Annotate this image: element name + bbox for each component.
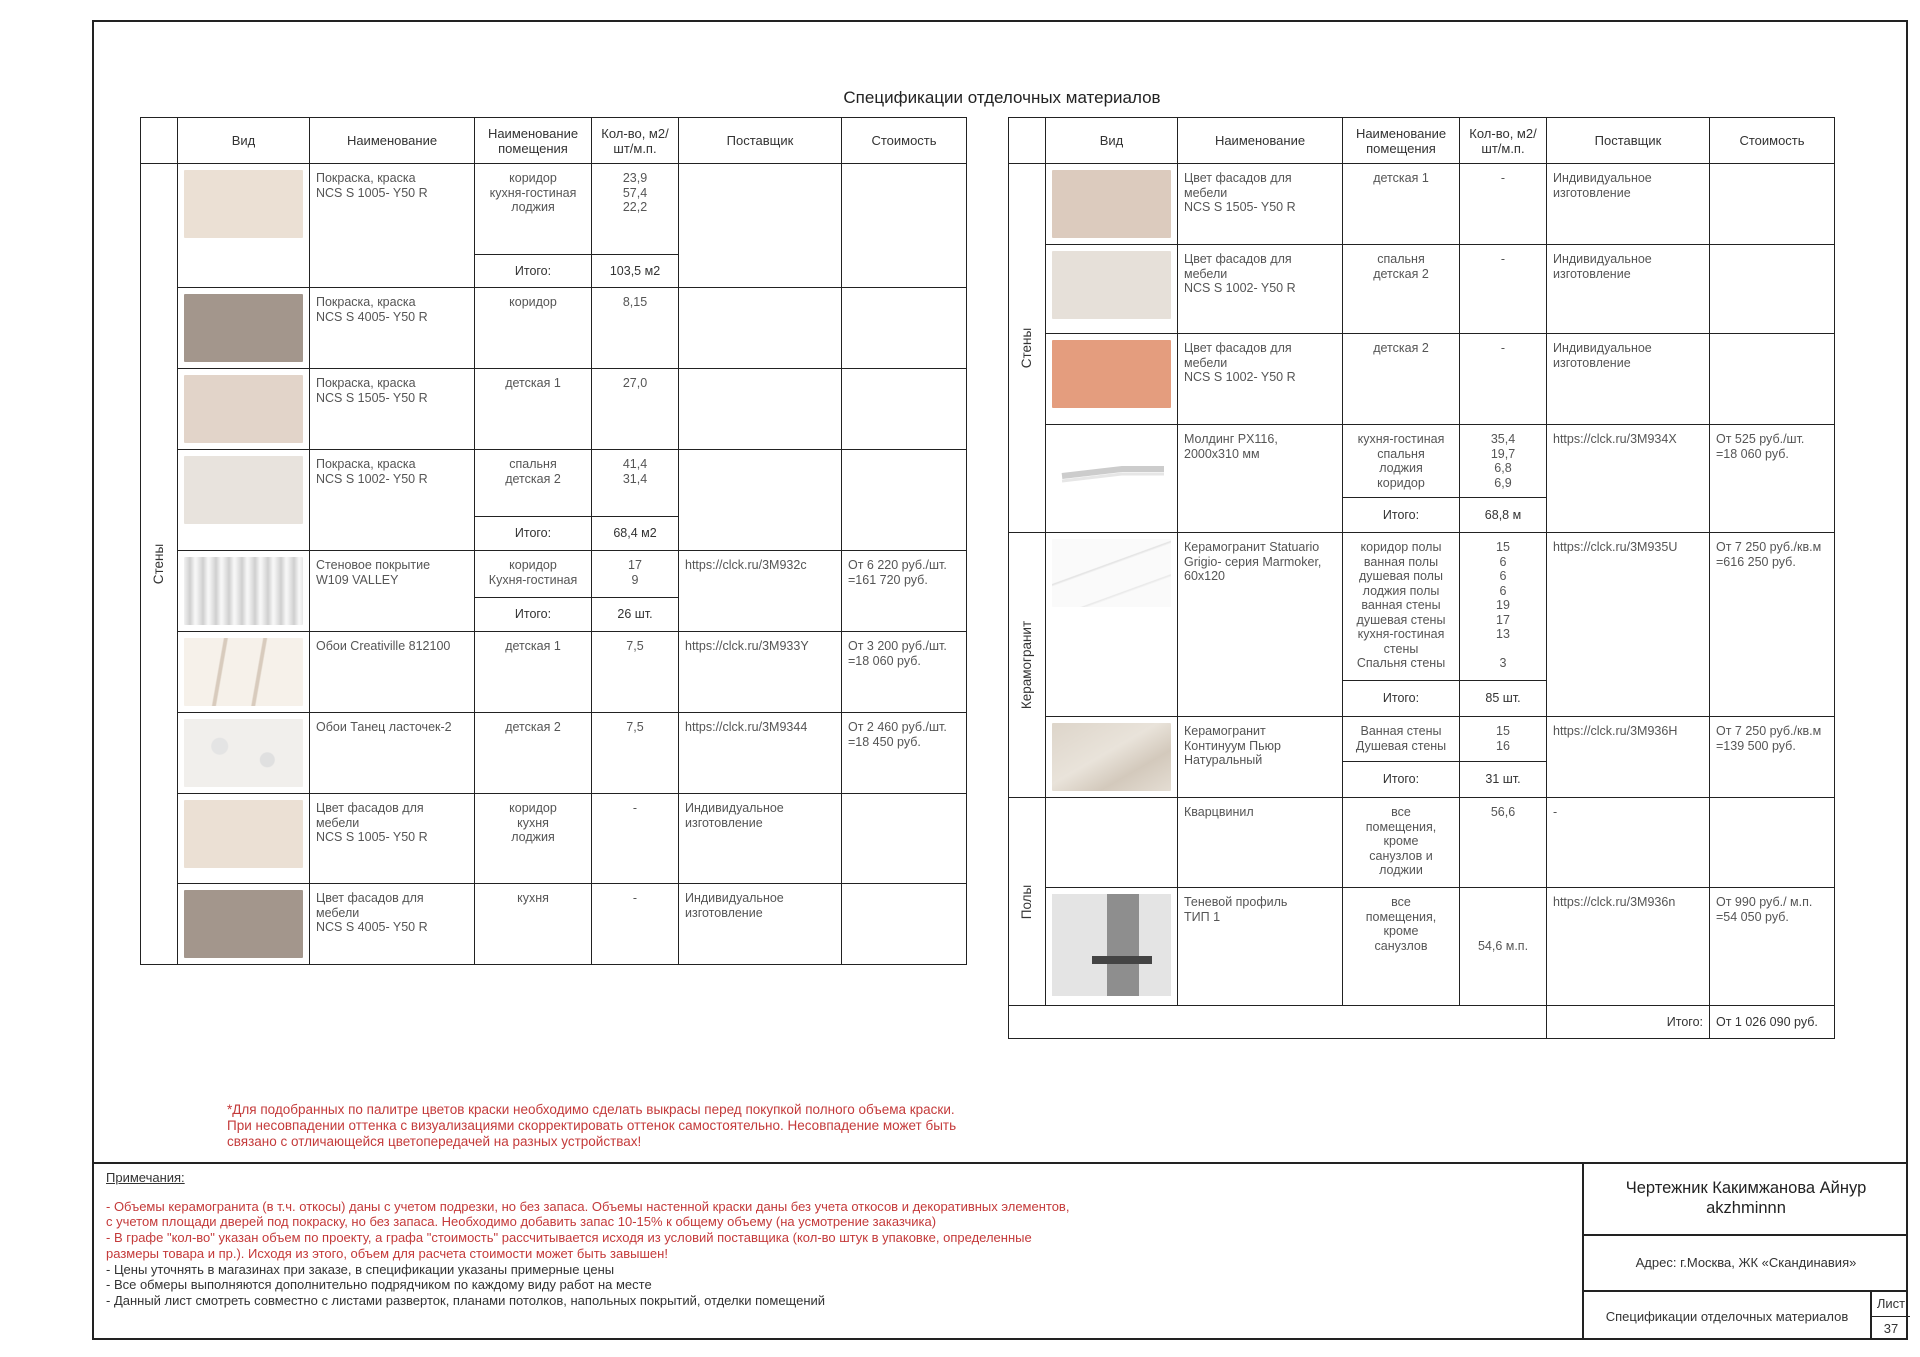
swatch-cell: [1046, 425, 1178, 533]
table-row: [141, 632, 967, 713]
stamp-sheet-cell: [1870, 1292, 1910, 1340]
total-value: 26 шт.: [592, 598, 679, 632]
header-blank: [1009, 118, 1046, 164]
item-name: Покраска, краска NCS S 1005- Y50 R: [310, 164, 475, 288]
item-supplier: -: [1547, 798, 1710, 888]
swatch-cell: [178, 884, 310, 965]
item-name: Цвет фасадов для мебели NCS S 1002- Y50 R: [1178, 245, 1343, 334]
item-cost: От 6 220 руб./шт. =161 720 руб.: [842, 551, 967, 632]
moulding-image: [1052, 431, 1171, 511]
grand-total-row: [1009, 1006, 1835, 1039]
swatch-cell: [178, 450, 310, 551]
item-room: коридор кухня лоджия: [475, 794, 592, 884]
item-cost: [842, 794, 967, 884]
total-label: Итого:: [475, 255, 592, 288]
item-name: Обои Creativille 812100: [310, 632, 475, 713]
item-qty: 54,6 м.п.: [1460, 888, 1547, 1006]
item-qty: 35,4 19,7 6,8 6,9: [1460, 425, 1547, 498]
item-qty: 8,15: [592, 288, 679, 369]
item-cost: От 2 460 руб./шт. =18 450 руб.: [842, 713, 967, 794]
notes-black: - Цены уточнять в магазинах при заказе, в спецификации указаны примерные цены - Все обмеры выполняются дополнительно подрядчиком по каждому виду работ на месте - Данный лист смотреть совместно с листами разверток, планами потолков, напольных покрытий, отделки помещений: [106, 1261, 826, 1308]
item-supplier: Индивидуальное изготовление: [679, 884, 842, 965]
item-supplier: [679, 369, 842, 450]
header-vid: Вид: [1046, 118, 1178, 164]
item-qty: 7,5: [592, 713, 679, 794]
swatch-cell: [1046, 164, 1178, 245]
item-qty: 56,6: [1460, 798, 1547, 888]
stamp-sheet-label: Лист: [1872, 1292, 1910, 1317]
item-qty: 15 6 6 6 19 17 13 3: [1460, 533, 1547, 681]
stamp-nick: akzhminnn: [1706, 1199, 1786, 1217]
item-cost: От 7 250 руб./кв.м =139 500 руб.: [1710, 717, 1835, 798]
stamp-author: Чертежник Какимжанова Айнур: [1625, 1179, 1867, 1197]
item-name: Теневой профиль ТИП 1: [1178, 888, 1343, 1006]
table-row: [141, 369, 967, 450]
paint-swatch-ncs-1002: [184, 456, 303, 524]
item-supplier: https://clck.ru/3M936H: [1547, 717, 1710, 798]
header-name: Наименование: [1178, 118, 1343, 164]
title-block: [1582, 1162, 1908, 1340]
item-cost: [842, 450, 967, 551]
item-supplier: [679, 288, 842, 369]
paint-swatch-ncs-1505: [184, 375, 303, 443]
table-row: [1009, 798, 1835, 888]
item-room: Ванная стены Душевая стены: [1343, 717, 1460, 762]
item-cost: От 990 руб./ м.п. =54 050 руб.: [1710, 888, 1835, 1006]
item-cost: [842, 884, 967, 965]
facade-swatch-peach: [1052, 340, 1171, 408]
marble-continuum-image: [1052, 723, 1171, 791]
stamp-sheet-number: 37: [1883, 1321, 1899, 1336]
total-label: Итого:: [1343, 762, 1460, 798]
item-room: все помещения, кроме санузлов: [1343, 888, 1460, 1006]
section-walls-label: Стены: [141, 164, 178, 965]
grand-total-spacer: [1009, 1006, 1547, 1039]
total-label: Итого:: [1343, 681, 1460, 717]
swatch-cell: [178, 551, 310, 632]
grand-total-value: От 1 026 090 руб.: [1710, 1006, 1835, 1039]
item-room: кухня-гостиная спальня лоджия коридор: [1343, 425, 1460, 498]
swatch-cell: [178, 288, 310, 369]
table-row: [1009, 245, 1835, 334]
item-qty: 7,5: [592, 632, 679, 713]
table-header-row: [1009, 118, 1835, 164]
paint-swatch-ncs-1005: [184, 170, 303, 238]
item-name: Цвет фасадов для мебели NCS S 1005- Y50 R: [310, 794, 475, 884]
swatch-cell: [178, 164, 310, 288]
marble-statuario-image: [1052, 539, 1171, 607]
item-room: детская 1: [1343, 164, 1460, 245]
item-supplier: https://clck.ru/3M9344: [679, 713, 842, 794]
item-room: детская 1: [475, 369, 592, 450]
item-name: Покраска, краска NCS S 1002- Y50 R: [310, 450, 475, 551]
grand-total-label: Итого:: [1547, 1006, 1710, 1039]
total-label: Итого:: [1343, 498, 1460, 533]
item-supplier: [679, 164, 842, 288]
stamp-sheet-title: Спецификации отделочных материалов: [1605, 1308, 1849, 1324]
header-name: Наименование: [310, 118, 475, 164]
wallpaper-creativille-image: [184, 638, 303, 706]
table-row: [1009, 334, 1835, 425]
table-row: [141, 288, 967, 369]
item-supplier: https://clck.ru/3M933Y: [679, 632, 842, 713]
item-supplier: https://clck.ru/3M935U: [1547, 533, 1710, 717]
facade-swatch-ncs-1005: [184, 800, 303, 868]
swatch-cell-empty: [1046, 798, 1178, 888]
item-room: коридор: [475, 288, 592, 369]
section-floors-label: Полы: [1009, 798, 1046, 1006]
item-qty: 41,4 31,4: [592, 450, 679, 517]
item-name: Цвет фасадов для мебели NCS S 4005- Y50 R: [310, 884, 475, 965]
item-cost: От 3 200 руб./шт. =18 060 руб.: [842, 632, 967, 713]
swatch-cell: [1046, 334, 1178, 425]
item-name: Кварцвинил: [1178, 798, 1343, 888]
item-qty: -: [1460, 164, 1547, 245]
item-supplier: https://clck.ru/3M932c: [679, 551, 842, 632]
swatch-cell: [178, 713, 310, 794]
item-cost: [1710, 164, 1835, 245]
total-value: 31 шт.: [1460, 762, 1547, 798]
item-name: Покраска, краска NCS S 1505- Y50 R: [310, 369, 475, 450]
item-cost: От 525 руб./шт. =18 060 руб.: [1710, 425, 1835, 533]
item-qty: 17 9: [592, 551, 679, 598]
item-name: Керамогранит Континуум Пьюр Натуральный: [1178, 717, 1343, 798]
item-supplier: https://clck.ru/3M936n: [1547, 888, 1710, 1006]
table-row: [141, 884, 967, 965]
facade-swatch-ncs-4005: [184, 890, 303, 958]
swatch-cell: [178, 369, 310, 450]
header-room: Наименование помещения: [475, 118, 592, 164]
header-vid: Вид: [178, 118, 310, 164]
wall-panel-valley-image: [184, 557, 303, 625]
total-value: 103,5 м2: [592, 255, 679, 288]
header-cost: Стоимость: [842, 118, 967, 164]
item-qty: 15 16: [1460, 717, 1547, 762]
item-qty: 23,9 57,4 22,2: [592, 164, 679, 255]
item-qty: 27,0: [592, 369, 679, 450]
total-label: Итого:: [475, 598, 592, 632]
swatch-cell: [1046, 533, 1178, 717]
notes-heading: Примечания:: [106, 1170, 185, 1185]
paint-note: *Для подобранных по палитре цветов краски необходимо сделать выкрасы перед покупкой полного объема краски. При несовпадении оттенка с визуализациями скорректировать оттенок самостоятельно. Несовпадение может быть связано с отличающейся цветопередачей на разных устройствах!: [227, 1102, 957, 1149]
paint-swatch-ncs-4005: [184, 294, 303, 362]
right-spec-table: [1008, 117, 1835, 1039]
header-cost: Стоимость: [1710, 118, 1835, 164]
total-value: 68,8 м: [1460, 498, 1547, 533]
left-spec-table: [140, 117, 967, 965]
table-row: [141, 713, 967, 794]
drawing-frame: [92, 20, 1908, 1340]
header-qty: Кол-во, м2/шт/м.п.: [592, 118, 679, 164]
table-row: [141, 794, 967, 884]
item-cost: [842, 288, 967, 369]
stamp-author-cell: [1584, 1162, 1908, 1236]
table-row: [1009, 888, 1835, 1006]
table-row: [1009, 717, 1835, 762]
item-cost: [1710, 798, 1835, 888]
profile-wall-block: [1107, 894, 1139, 996]
table-row: [1009, 164, 1835, 245]
header-supplier: Поставщик: [1547, 118, 1710, 164]
item-name: Покраска, краска NCS S 4005- Y50 R: [310, 288, 475, 369]
item-name: Цвет фасадов для мебели NCS S 1002- Y50 R: [1178, 334, 1343, 425]
section-ceramic-label: Керамогранит: [1009, 533, 1046, 798]
section-walls-label: Стены: [1009, 164, 1046, 533]
item-qty: -: [592, 794, 679, 884]
item-name: Керамогранит Statuario Grigio- серия Marmoker, 60x120: [1178, 533, 1343, 717]
item-name: Цвет фасадов для мебели NCS S 1505- Y50 R: [1178, 164, 1343, 245]
table-row: [141, 551, 967, 598]
table-row: [141, 164, 967, 255]
swatch-cell: [1046, 888, 1178, 1006]
item-cost: [842, 164, 967, 288]
item-cost: [1710, 334, 1835, 425]
page-title: Спецификации отделочных материалов: [843, 88, 1161, 107]
item-cost: От 7 250 руб./кв.м =616 250 руб.: [1710, 533, 1835, 717]
total-label: Итого:: [475, 517, 592, 551]
item-room: кухня: [475, 884, 592, 965]
item-room: детская 2: [1343, 334, 1460, 425]
item-supplier: https://clck.ru/3M934X: [1547, 425, 1710, 533]
header-blank: [141, 118, 178, 164]
item-name: Стеновое покрытие W109 VALLEY: [310, 551, 475, 632]
item-name: Молдинг PX116, 2000x310 мм: [1178, 425, 1343, 533]
header-qty: Кол-во, м2/шт/м.п.: [1460, 118, 1547, 164]
moulding-profile-icon: [1052, 431, 1170, 511]
header-room: Наименование помещения: [1343, 118, 1460, 164]
table-row: [141, 450, 967, 517]
shadow-profile-drawing: [1052, 894, 1171, 996]
item-supplier: Индивидуальное изготовление: [1547, 164, 1710, 245]
item-room: все помещения, кроме санузлов и лоджии: [1343, 798, 1460, 888]
item-name: Обои Танец ласточек-2: [310, 713, 475, 794]
table-header-row: [141, 118, 967, 164]
header-supplier: Поставщик: [679, 118, 842, 164]
swatch-cell: [1046, 245, 1178, 334]
swatch-cell: [178, 794, 310, 884]
facade-swatch-ncs-1002: [1052, 251, 1171, 319]
notes-block: [106, 1170, 1666, 1309]
item-qty: -: [1460, 245, 1547, 334]
item-room: спальня детская 2: [475, 450, 592, 517]
profile-floor-block: [1092, 956, 1152, 964]
item-qty: -: [592, 884, 679, 965]
item-room: коридор полы ванная полы душевая полы лоджия полы ванная стены душевая стены кухня-гостиная стены Спальня стены: [1343, 533, 1460, 681]
item-room: детская 2: [475, 713, 592, 794]
item-supplier: [679, 450, 842, 551]
table-row: [1009, 533, 1835, 681]
item-room: детская 1: [475, 632, 592, 713]
item-room: коридор Кухня-гостиная: [475, 551, 592, 598]
item-cost: [1710, 245, 1835, 334]
item-qty: -: [1460, 334, 1547, 425]
item-cost: [842, 369, 967, 450]
item-supplier: Индивидуальное изготовление: [1547, 334, 1710, 425]
item-supplier: Индивидуальное изготовление: [679, 794, 842, 884]
total-value: 68,4 м2: [592, 517, 679, 551]
item-room: спальня детская 2: [1343, 245, 1460, 334]
facade-swatch-ncs-1505: [1052, 170, 1171, 238]
item-supplier: Индивидуальное изготовление: [1547, 245, 1710, 334]
total-value: 85 шт.: [1460, 681, 1547, 717]
table-row: [1009, 425, 1835, 498]
item-room: коридор кухня-гостиная лоджия: [475, 164, 592, 255]
wallpaper-swallows-image: [184, 719, 303, 787]
swatch-cell: [178, 632, 310, 713]
stamp-address: Адрес: г.Москва, ЖК «Скандинавия»: [1584, 1234, 1908, 1292]
notes-red: - Объемы керамогранита (в т.ч. откосы) даны с учетом подрезки, но без запаса. Объемы настенной краски даны без учета откосов и декоративных элементов, с учетом площади дверей под покраску, но без запаса. Необходимо добавить запас 10-15% к общему объему (на усмотрение заказчика) - В графе "кол-во" указан объем по проекту, а графа "стоимость" рассчитывается исходя из условий поставщика (кол-во штук в упаковке, определенные размеры товара и пр.). Исходя из этого, объем для расчета стоимости может быть завышен!: [106, 1198, 1070, 1261]
swatch-cell: [1046, 717, 1178, 798]
